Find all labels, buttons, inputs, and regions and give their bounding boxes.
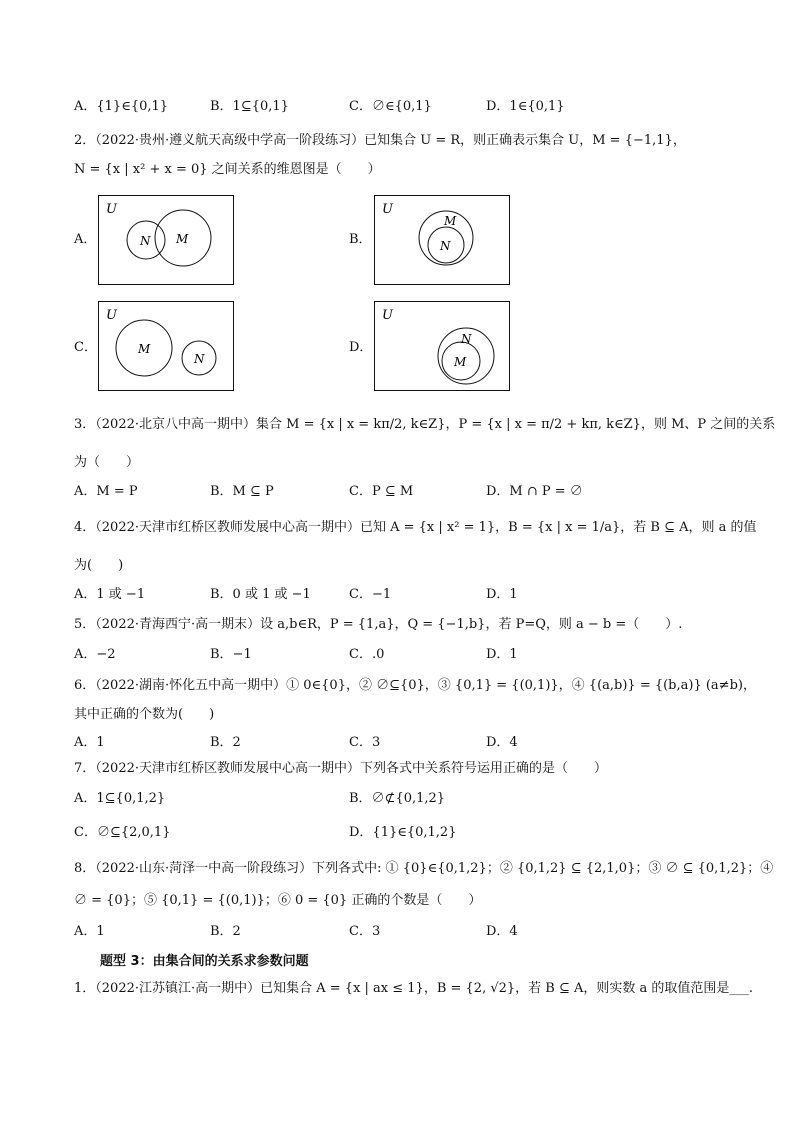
- q7-option-a: A．1⊆{0,1,2}: [74, 791, 166, 806]
- q3-option-d: D．M ∩ P = ∅: [486, 484, 583, 499]
- venn-c-m-label: M: [138, 342, 151, 356]
- q3-stem-line1: 3．（2022·北京八中高一期中）集合 M = {x | x = kπ/2, k∈Z}，P = {x | x = π/2 + kπ, k∈Z}，则 M、P 之间的关系: [74, 417, 776, 432]
- q1-option-b: B．1⊆{0,1}: [210, 99, 289, 114]
- venn-b-n-label: N: [440, 239, 451, 253]
- q4-option-a: A．1 或 −1: [74, 587, 146, 602]
- q8-option-d: D．4: [486, 924, 518, 939]
- q5-option-d: D．1: [486, 647, 518, 662]
- q2-label-b: B．: [349, 232, 372, 247]
- q1-option-d: D．1∈{0,1}: [486, 99, 565, 114]
- q2-label-a: A．: [74, 232, 97, 247]
- s1-stem-line1: 1．（2022·江苏镇江·高一期中）已知集合 A = {x | ax ≤ 1}，B = {2, √2}，若 B ⊆ A，则实数 a 的取值范围是___.: [74, 981, 754, 996]
- q3-option-c: C．P ⊆ M: [349, 484, 414, 499]
- venn-diagram-a: [98, 195, 234, 285]
- venn-diagram-d: [374, 301, 510, 391]
- q4-stem-line1: 4．（2022·天津市红桥区教师发展中心高一期中）已知 A = {x | x² = 1}，B = {x | x = 1/a}，若 B ⊆ A，则 a 的值: [74, 520, 757, 535]
- q8-stem-line2: ∅ = {0}；⑤ {0,1} = {(0,1)}；⑥ 0 = {0} 正确的个数是（ ）: [74, 893, 482, 908]
- q8-stem-line1: 8．（2022·山东·菏泽一中高一阶段练习）下列各式中: ① {0}∈{0,1,2}；② {0,1,2} ⊆ {2,1,0}；③ ∅ ⊆ {0,1,2}；④: [74, 861, 774, 876]
- q7-stem-line1: 7．（2022·天津市红桥区教师发展中心高一期中）下列各式中关系符号运用正确的是（ ）: [74, 761, 607, 776]
- venn-c-n-label: N: [194, 352, 205, 366]
- q6-option-d: D．4: [486, 735, 518, 750]
- q2-label-d: D．: [349, 340, 373, 355]
- q3-stem-line2: 为（ ）: [74, 455, 140, 470]
- venn-d-m-label: M: [454, 355, 467, 369]
- q3-option-a: A．M = P: [74, 484, 138, 499]
- q8-option-b: B．2: [210, 924, 241, 939]
- q6-stem-line1: 6．（2022·湖南·怀化五中高一期中）① 0∈{0}，② ∅⊆{0}，③ {0,1} = {(0,1)}，④ {(a,b)} = {(b,a)} (a≠b)，: [74, 678, 756, 693]
- q2-stem-line1: 2．（2022·贵州·遵义航天高级中学高一阶段练习）已知集合 U = R，则正确表示集合 U，M = {−1,1}，: [74, 133, 686, 148]
- q7-option-b: B．∅⊄{0,1,2}: [349, 791, 446, 806]
- q5-stem-line1: 5．（2022·青海西宁·高一期末）设 a,b∈R，P = {1,a}，Q = {−1,b}，若 P=Q，则 a − b =（ ）.: [74, 617, 683, 632]
- q7-option-c: C．∅⊆{2,0,1}: [74, 825, 171, 840]
- venn-a-m-label: M: [176, 232, 189, 246]
- q7-option-d: D．{1}∈{0,1,2}: [349, 825, 457, 840]
- q5-option-b: B．−1: [210, 647, 252, 662]
- q6-stem-line2: 其中正确的个数为( ): [74, 707, 215, 722]
- q3-option-b: B．M ⊆ P: [210, 484, 274, 499]
- q1-option-a: A．{1}∈{0,1}: [74, 99, 169, 114]
- q6-option-c: C．3: [349, 735, 381, 750]
- venn-diagram-b: [374, 195, 510, 285]
- venn-d-u-label: U: [382, 308, 393, 323]
- q8-option-c: C．3: [349, 924, 381, 939]
- venn-b-m-label: M: [444, 214, 457, 228]
- section-heading: 题型 3：由集合间的关系求参数问题: [100, 954, 309, 969]
- q4-option-b: B．0 或 1 或 −1: [210, 587, 311, 602]
- q2-label-c: C．: [74, 340, 97, 355]
- q6-option-b: B．2: [210, 735, 241, 750]
- q5-option-a: A．−2: [74, 647, 116, 662]
- q5-option-c: C．.0: [349, 647, 385, 662]
- venn-d-n-label: N: [461, 332, 472, 346]
- q4-option-c: C．−1: [349, 587, 392, 602]
- q4-stem-line2: 为( ): [74, 558, 124, 573]
- q2-stem-line2: N = {x | x² + x = 0} 之间关系的维恩图是（ ）: [74, 162, 381, 177]
- venn-b-u-label: U: [382, 202, 393, 217]
- venn-c-u-label: U: [106, 308, 117, 323]
- q4-option-d: D．1: [486, 587, 518, 602]
- q6-option-a: A．1: [74, 735, 105, 750]
- venn-a-u-label: U: [106, 202, 117, 217]
- q8-option-a: A．1: [74, 924, 105, 939]
- venn-diagram-c: [98, 301, 234, 391]
- venn-a-n-label: N: [140, 234, 151, 248]
- q1-option-c: C．∅∈{0,1}: [349, 99, 432, 114]
